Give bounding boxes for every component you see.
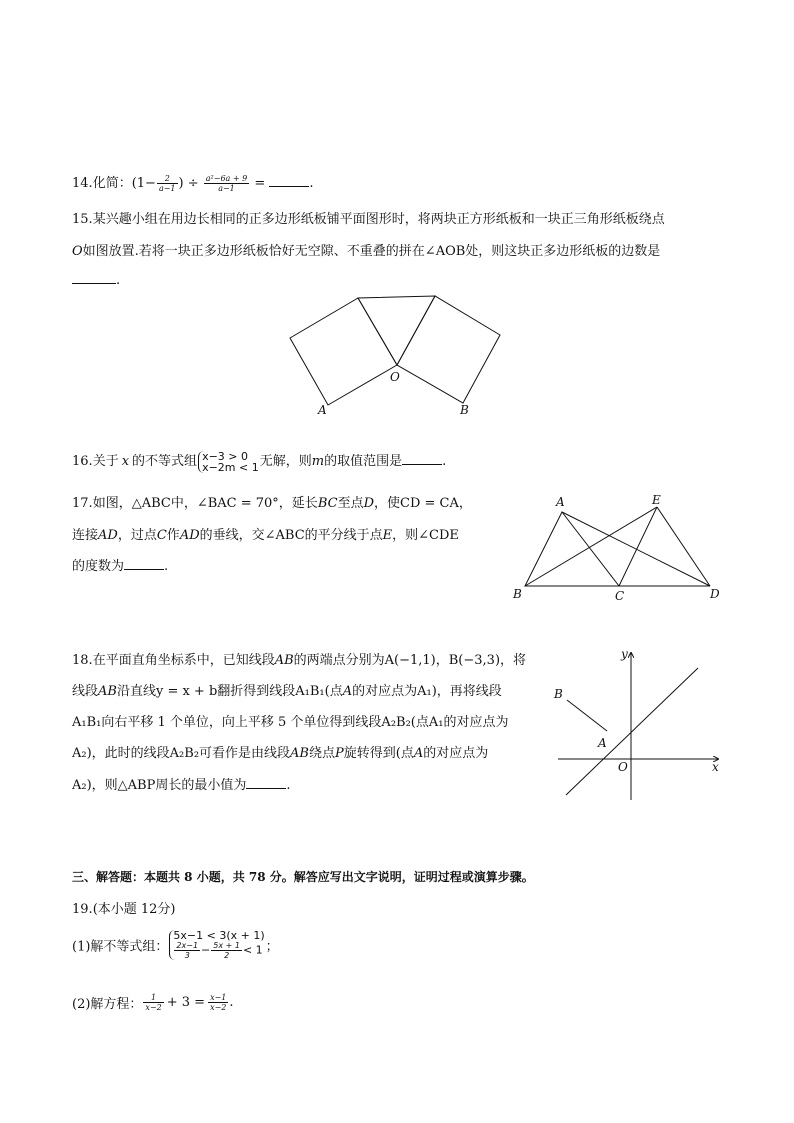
q19-part1 [72,930,279,960]
q18-text: 的对应点为A₁)，再将线段 [352,684,502,699]
q18-text: 沿直线y = x + b翻折得到线段A₁B₁(点 [116,684,343,699]
q18-text: A₁B₁向右平移 1 个单位，向上平移 5 个单位得到线段A₂B₂(点A₁的对应点为 [72,715,509,730]
q17-text: ，使CD = CA， [374,496,472,511]
q17-text: 如图， [92,496,132,511]
q14-label: 化简： [92,176,132,191]
q18-text: 绕点 [309,746,336,761]
q19-header [72,898,176,917]
q14-number: 14. [72,176,93,191]
q15-number: 15. [72,212,93,227]
q18-var: AB [274,653,294,668]
q15-text-1: 某兴趣小组在用边长相同的正多边形纸板铺平面图形时，将两块正方形纸板和一块正三角形纸板绕点 [92,212,665,227]
q17-var: AD [98,528,118,543]
q17-label-a: A [556,495,565,509]
q16-answer-blank [402,453,442,465]
q18-text: 在平面直角坐标系中，已知线段 [92,653,275,668]
q18-line1 [72,649,526,668]
q19-note: (本小题 12分) [92,902,176,917]
q18-text: 线段 [72,684,99,699]
q18-text: 旋转得到(点 [343,746,414,761]
q18-text: A₂)，此时的线段A₂B₂可看作是由线段 [72,746,291,761]
q18-line3 [72,711,508,730]
q16-end: . [442,454,447,469]
q18-var: AB [290,746,309,761]
q16-number: 16. [72,454,93,469]
q19-part1-label: (1)解不等式组： [72,939,169,955]
q15-line3 [72,272,120,288]
q15-text-2: 如图放置.若将一块正多边形纸板恰好无空隙、不重叠的拼在∠AOB处，则这块正多边形纸板的边数是 [82,244,661,259]
q16-inequality-system: x−3 > 0 x−2m < 1 [198,451,259,473]
q15-label-b: B [460,403,469,417]
q16-text-1: 关于 [92,454,119,469]
q14-lparen: (1− [131,176,156,191]
q18-label-y: y [621,647,628,661]
q18-line-y-x-b [566,668,698,795]
q15-answer-blank [72,272,116,284]
q14-rparen: ) [178,176,184,191]
q19-part2-label: (2)解方程： [72,997,143,1012]
q17-text: ，过点 [117,528,157,543]
q18-number: 18. [72,653,93,668]
q18-label-o: O [618,760,628,774]
q17-text: 至点 [337,496,364,511]
q17-var: C [156,528,167,543]
q18-answer-blank [246,777,286,789]
q17-triangle-abc [525,512,619,586]
q17-text: 的度数为 [72,559,125,574]
q19-part2-end: . [229,995,234,1010]
q18-text: 的两端点分别为A(−1,1)，B(−3,3)，将 [293,653,527,668]
q19-part2 [72,993,234,1012]
q16-text-3: 无解，则 [259,454,312,469]
q15-triangle [358,296,435,365]
section3-heading: 三、解答题：本题共 8 小题，共 78 分。解答应写出文字说明，证明过程或演算步骤。 [72,870,534,884]
q15-right-square [397,296,500,403]
q16-var-m: m [311,454,325,469]
q17-label-d: D [710,587,720,601]
q14-div: ÷ [187,176,199,191]
q18-label-a: A [598,736,607,750]
q18-var: AB [98,684,117,699]
q17-line3 [72,555,168,574]
q17-var: BC [317,496,338,511]
q17-var: D [363,496,375,511]
q15-label-a: A [318,403,327,417]
q18-end: . [286,778,291,793]
q17-text: 的垂线，交∠ABC的平分线于点 [199,528,383,543]
q19-part2-plus: + 3 = [166,995,206,1010]
q18-label-b: B [554,687,563,701]
q17-var: E [382,528,393,543]
q18-var: A [413,746,424,761]
q17-text: ，则∠CDE [392,528,459,543]
q17-label-b: B [513,587,522,601]
q15-figure [280,290,520,420]
q18-figure [550,645,730,805]
q17-figure [505,490,730,605]
q17-line2 [72,524,459,543]
q16-var-x: x [121,454,130,469]
q17-end: . [164,559,169,574]
q14-fraction-2: $\frac{\text{a²−6a + 9}}{a-1}$ [205,174,248,193]
q17-number: 17. [72,496,93,511]
q18-line2 [72,680,502,699]
q19-inequality-system: 5x−1 < 3(x + 1) $\frac{2x-1}{3}$ − $\frac{5x + 1}{2}$ < 1 [169,930,264,960]
q17-answer-blank [124,558,164,570]
q19-part2-fraction-1: $\frac{1}{x-2}$ [145,993,162,1012]
q14-equals: = [254,176,266,191]
q17-line1 [72,492,472,511]
q19-part2-fraction-2: $\frac{x-1}{x-2}$ [210,993,227,1012]
q18-line4 [72,742,488,761]
q18-var: P [335,746,344,761]
q15-line2 [72,240,660,259]
q19-part1-end: ； [265,939,279,955]
q17-segment-ed [657,507,710,586]
q14-fraction-1: $\frac{2}{a-1}$ [158,174,176,193]
q16 [72,450,446,473]
q17-text: 连接 [72,528,99,543]
q19-number: 19. [72,902,93,917]
q18-segment-ab [567,700,607,731]
q18-label-x: x [712,760,719,774]
q17-text: △ABC中，∠BAC = 70°，延长 [131,496,318,511]
q17-text: 作 [166,528,180,543]
q14-end: . [309,176,314,191]
q14-answer-blank [269,175,309,187]
q18-line5 [72,774,291,793]
q17-segment-ad [562,512,710,586]
q15-left-square [290,298,397,405]
q15-end: . [116,273,121,288]
q16-text-4: 的取值范围是 [324,454,403,469]
q17-label-e: E [652,493,661,507]
q15-label-o: O [390,370,400,384]
q18-text: 的对应点为 [423,746,489,761]
q18-var: A [342,684,353,699]
q15-var-o: O [72,244,83,259]
q14 [72,172,314,193]
q17-label-c: C [615,589,625,603]
q15-line1 [72,208,665,227]
q16-text-2: 的不等式组 [132,454,198,469]
q18-text: A₂)，则△ABP周长的最小值为 [72,778,247,793]
q17-var: AD [179,528,200,543]
